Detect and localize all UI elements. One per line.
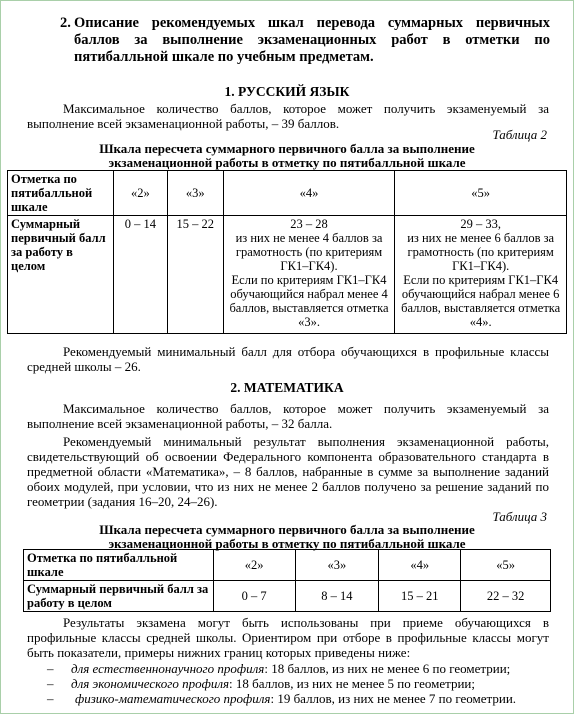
table-2-caption: Шкала пересчета суммарного первичного балла за выполнение экзаменационной работы в отметку по пятибалльной шкале — [99, 141, 475, 170]
table-2-grade-4: «4» — [223, 171, 395, 216]
table-3-caption: Шкала пересчета суммарного первичного балла за выполнение экзаменационной работы в отметку по пятибалльной шкале — [99, 522, 475, 551]
table-3-math-scale — [23, 549, 551, 612]
table-3-row-head-score: Суммарный первичный балл за работу в целом — [24, 581, 214, 612]
russian-min-score-paragraph: Рекомендуемый минимальный балл для отбора обучающихся в профильные классы средней школы – 26. — [27, 344, 549, 374]
table-3-score-4: 15 – 21 — [379, 581, 461, 612]
list-item: – для экономического профиля: 18 баллов, из них не менее 5 по геометрии; — [47, 676, 475, 691]
math-profile-paragraph: Результаты экзамена могут быть использованы при приеме обучающихся в профильные классы средней школы. Ориентиром при отборе в профильные классы могут быть показатели, примеры нижних границ которых приведены ниже: — [27, 615, 549, 660]
table-3-score-3: 8 – 14 — [295, 581, 379, 612]
table-2-grade-2: «2» — [113, 171, 167, 216]
section-title-math: 2. МАТЕМАТИКА — [230, 380, 344, 395]
table-3-grade-4: «4» — [379, 550, 461, 581]
table-row — [8, 216, 567, 334]
table-2-label: Таблица 2 — [492, 127, 547, 142]
russian-max-score-paragraph: Максимальное количество баллов, которое может получить экзаменуемый за выполнение всей экзаменационной работы, – 39 баллов. — [27, 101, 549, 131]
table-2-grade-5: «5» — [395, 171, 567, 216]
table-2-score-5: 29 – 33, из них не менее 6 баллов за грамотность (по критериям ГК1–ГК4). Если по критериям ГК1–ГК4 обучающийся набрал менее 6 баллов, выставляется отметка «4». — [395, 216, 567, 334]
table-2-score-3: 15 – 22 — [167, 216, 223, 334]
table-2-grade-3: «3» — [167, 171, 223, 216]
list-item: – физико-математического профиля: 19 баллов, из них не менее 7 по геометрии. — [47, 691, 517, 706]
math-min-result-paragraph: Рекомендуемый минимальный результат выполнения экзаменационной работы, свидетельствующий об освоении Федерального компонента образовательного стандарта в предметной области «Математика», – 8 баллов, набранные в сумме за выполнение заданий обоих модулей, при условии, что из них не менее 2 баллов получено за решение заданий по геометрии (задания 16–20, 24–26). — [27, 434, 549, 509]
table-3-grade-3: «3» — [295, 550, 379, 581]
table-3-score-2: 0 – 7 — [213, 581, 295, 612]
math-max-score-paragraph: Максимальное количество баллов, которое может получить экзаменуемый за выполнение всей экзаменационной работы, – 32 балла. — [27, 401, 549, 431]
table-row — [24, 550, 551, 581]
table-3-grade-5: «5» — [461, 550, 551, 581]
main-heading-number: 2. — [60, 15, 71, 31]
table-2-row-head-score: Суммарный первичный балл за работу в целом — [8, 216, 114, 334]
list-item: – для естественнонаучного профиля: 18 баллов, из них не менее 6 по геометрии; — [47, 661, 511, 676]
table-2-score-2: 0 – 14 — [113, 216, 167, 334]
table-3-label: Таблица 3 — [492, 509, 547, 524]
table-row — [8, 171, 567, 216]
table-3-row-head-grade: Отметка по пятибалльной шкале — [24, 550, 214, 581]
main-heading-text: Описание рекомендуемых шкал перевода суммарных первичных баллов за выполнение экзаменационных работ в отметки по пятибалльной шкале по учебным предметам. — [74, 15, 550, 65]
table-2-score-4: 23 – 28 из них не менее 4 баллов за грамотность (по критериям ГК1–ГК4). Если по критериям ГК1–ГК4 обучающийся набрал менее 4 баллов, выставляется отметка «3». — [223, 216, 395, 334]
table-2-russian-scale — [7, 170, 567, 334]
table-3-grade-2: «2» — [213, 550, 295, 581]
table-2-row-head-grade: Отметка по пятибалльной шкале — [8, 171, 114, 216]
section-title-russian: 1. РУССКИЙ ЯЗЫК — [224, 84, 350, 99]
table-3-score-5: 22 – 32 — [461, 581, 551, 612]
main-heading — [60, 15, 550, 66]
table-row — [24, 581, 551, 612]
profile-thresholds-list — [47, 661, 557, 706]
